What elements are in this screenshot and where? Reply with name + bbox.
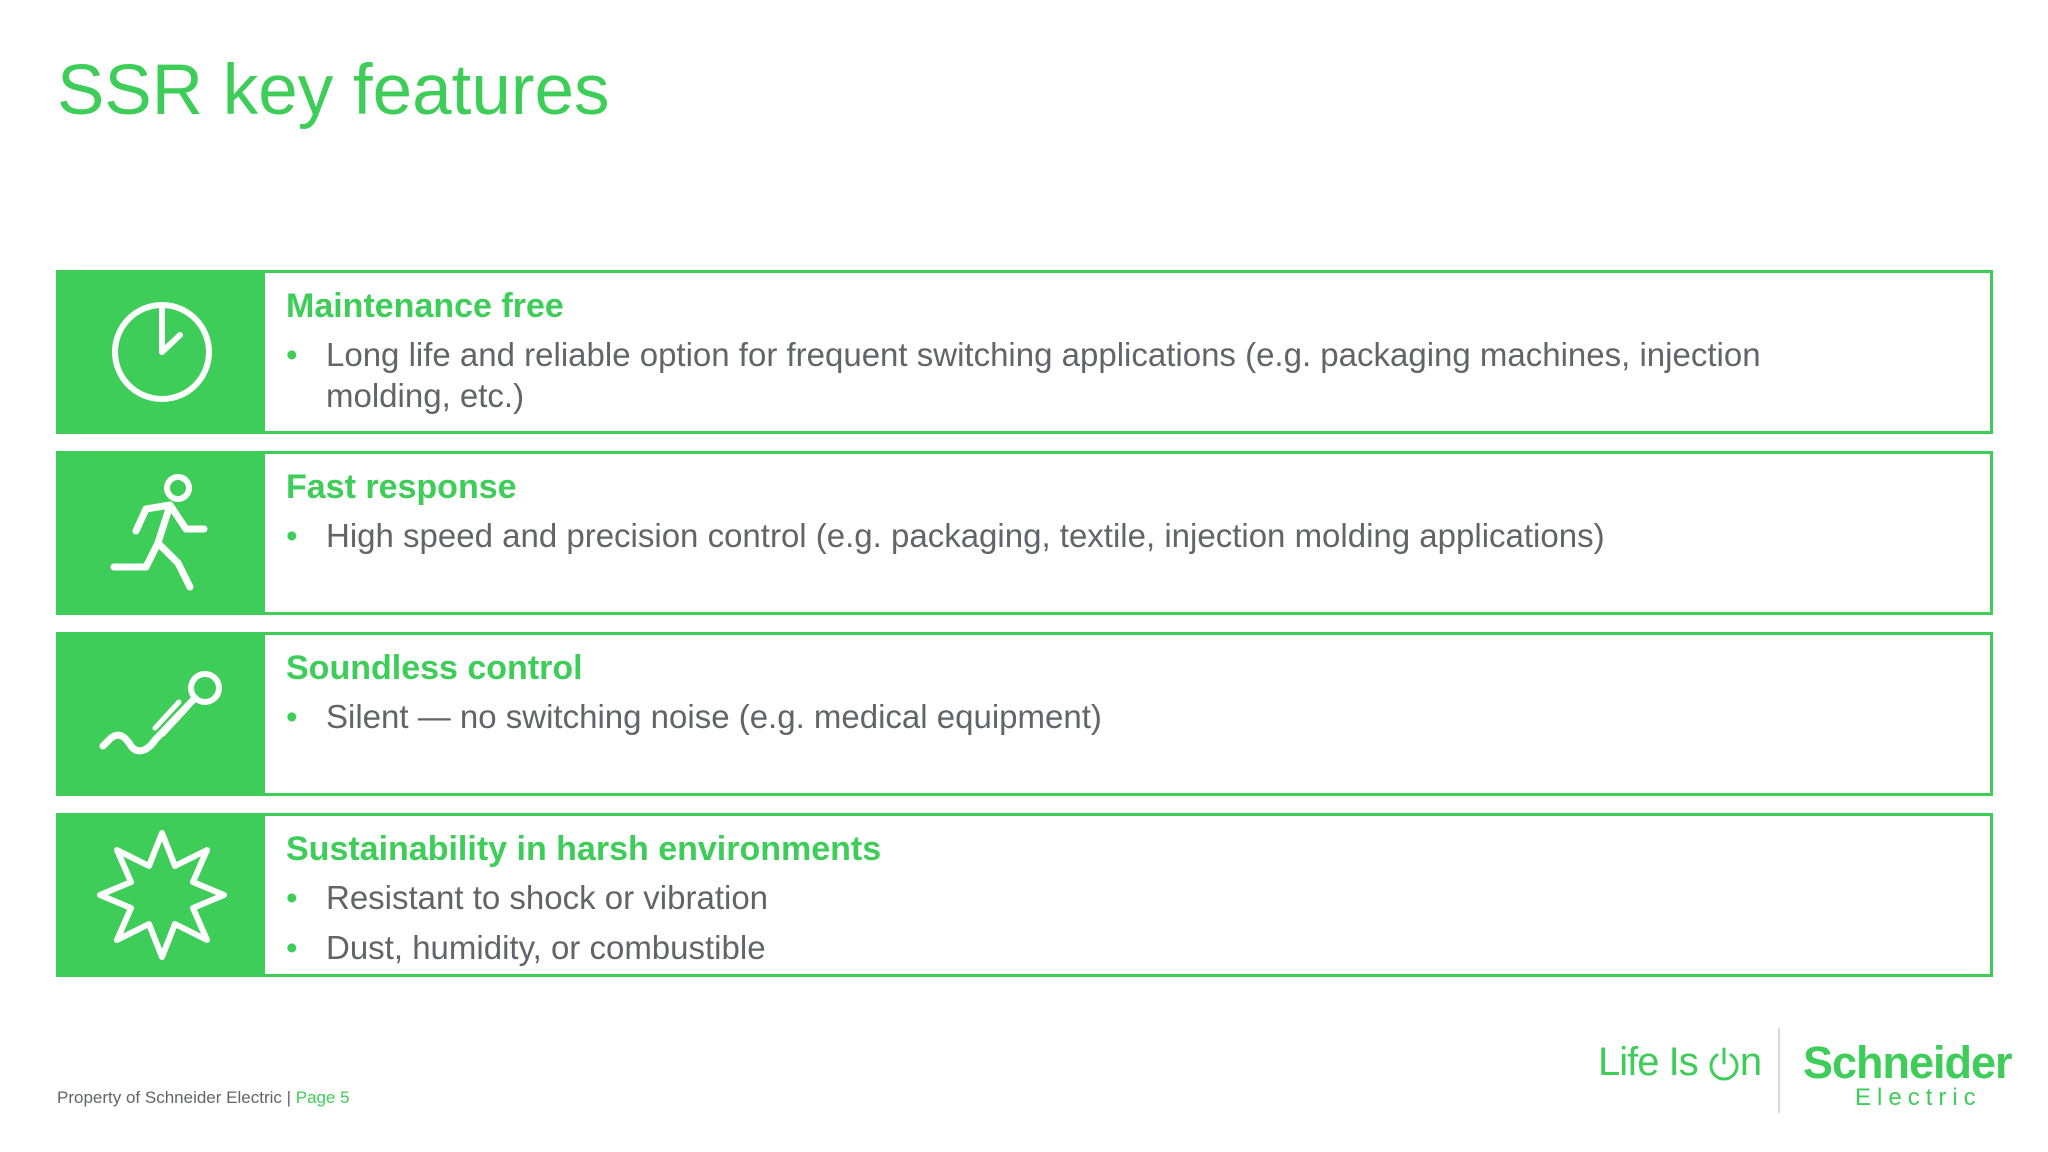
feature-bullets [286,877,1970,968]
tagline-prefix: Life Is [1598,1040,1708,1084]
feature-harsh-environments [56,813,1993,977]
feature-title: Sustainability in harsh environments [286,830,882,868]
power-icon [1708,1046,1740,1082]
feature-bullets [286,334,1970,416]
feature-maintenance-free [56,270,1993,434]
life-is-on-tagline [1598,1040,1761,1085]
page-number: Page 5 [295,1088,350,1107]
feature-icon-box [59,273,265,431]
logo-name: Schneider [1803,1037,2012,1088]
logo-divider [1778,1028,1780,1113]
tagline-suffix: n [1739,1040,1762,1084]
feature-title: Maintenance free [286,287,564,325]
footer [57,1088,350,1108]
stethoscope-icon [97,666,227,762]
feature-title: Soundless control [286,649,583,687]
feature-icon-box [59,635,265,793]
feature-bullet: • Dust, humidity, or combustible [286,927,1776,968]
feature-bullet: • High speed and precision control (e.g. packaging, textile, injection molding applications) [286,515,1776,556]
logo-sub: Electric [1855,1084,1982,1111]
feature-icon-box [59,454,265,612]
feature-icon-box [59,816,265,974]
feature-title: Fast response [286,468,517,506]
feature-soundless-control [56,632,1993,796]
feature-bullet: • Resistant to shock or vibration [286,877,1776,918]
stopwatch-icon [107,297,217,407]
feature-bullets [286,515,1970,556]
feature-fast-response [56,451,1993,615]
running-person-icon [102,471,222,595]
burst-icon [97,830,227,960]
feature-bullets [286,696,1970,737]
footer-property-text: Property of Schneider Electric | [57,1088,292,1107]
slide-title: SSR key features [57,51,610,130]
feature-bullet: • Long life and reliable option for frequent switching applications (e.g. packaging machines, injection molding, etc.) [286,334,1776,416]
feature-bullet: • Silent — no switching noise (e.g. medical equipment) [286,696,1776,737]
schneider-electric-logo [1803,1037,2012,1111]
